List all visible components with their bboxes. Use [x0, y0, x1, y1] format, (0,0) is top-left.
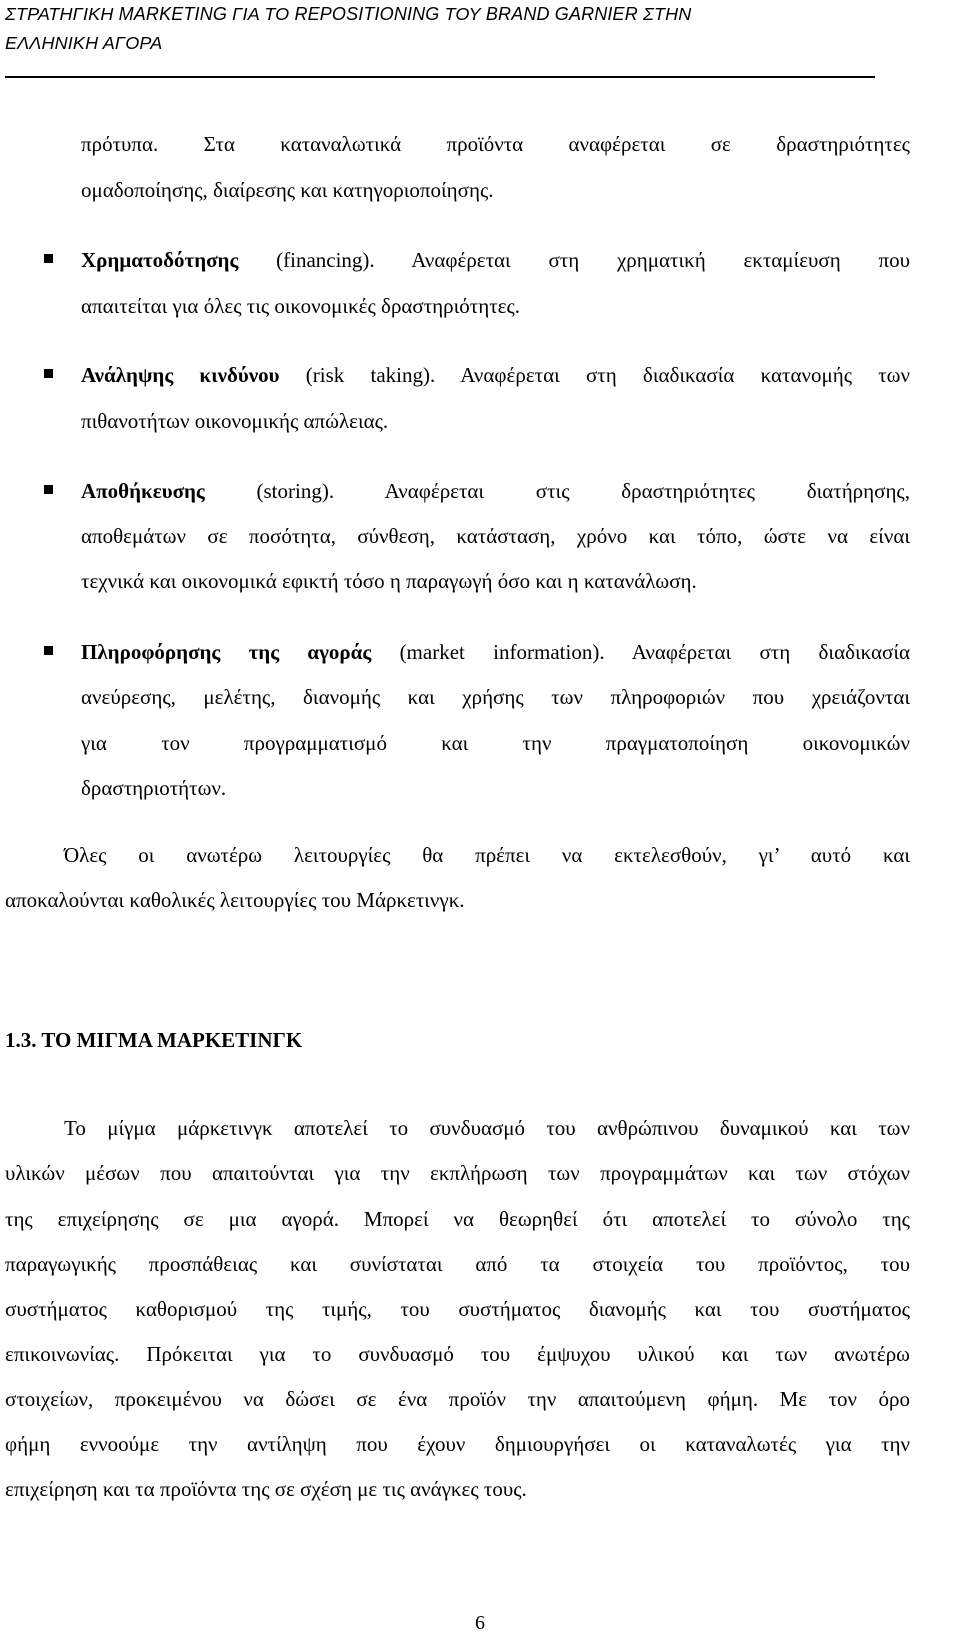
bullet-financing-line-2: απαιτείται για όλες τις οικονομικές δραστηριότητες. [81, 294, 521, 318]
paragraph-line: στοιχείων, προκειμένου να δώσει σε ένα προϊόν την απαιτούμενη φήμη. Με τον όρο [5, 1387, 910, 1411]
page-number: 6 [475, 1612, 485, 1634]
paragraph-line: επικοινωνίας. Πρόκειται για το συνδυασμό του έμψυχου υλικού και των ανωτέρω [5, 1342, 910, 1366]
bullet-risk-line-2: πιθανοτήτων οικονομικής απώλειας. [81, 409, 389, 433]
paragraph-line: της επιχείρησης σε μια αγορά. Μπορεί να θεωρηθεί ότι αποτελεί το σύνολο της [5, 1207, 910, 1231]
bullet-risk-line-1 [81, 363, 910, 388]
bullet-marker [44, 369, 53, 378]
paragraph-line: υλικών μέσων που απαιτούνται για την εκπλήρωση των προγραμμάτων και των στόχων [5, 1161, 910, 1185]
bullet-term: Ανάληψης κινδύνου [81, 363, 280, 387]
bullet-term: Χρηματοδότησης [81, 248, 239, 272]
paragraph-line: συστήματος καθορισμού της τιμής, του συστήματος διανομής και του συστήματος [5, 1297, 910, 1321]
paragraph-line: φήμη εννοούμε την αντίληψη που έχουν δημιουργήσει οι καταναλωτές για την [5, 1432, 910, 1456]
paragraph-line: Το μίγμα μάρκετινγκ αποτελεί το συνδυασμό του ανθρώπινου δυναμικού και των [64, 1116, 910, 1140]
bullet-storing-line-2: αποθεμάτων σε ποσότητα, σύνθεση, κατάσταση, χρόνο και τόπο, ώστε να είναι [81, 524, 910, 548]
bullet-market-info-line-1 [81, 640, 910, 665]
bullet-storing-line-1 [81, 479, 910, 504]
bullet-storing-line-3: τεχνικά και οικονομικά εφικτή τόσο η παραγωγή όσο και η κατανάλωση. [81, 569, 697, 593]
bullet-text: (financing). Αναφέρεται στη χρηματική εκταμίευση που [238, 248, 910, 272]
intro-line-2: ομαδοποίησης, διαίρεσης και κατηγοριοποίησης. [81, 178, 494, 202]
header-title-line-2: ΕΛΛΗΝΙΚΗ ΑΓΟΡΑ [5, 33, 163, 53]
bullet-text: (risk taking). Αναφέρεται στη διαδικασία κατανομής των [279, 363, 910, 387]
bullet-market-info-line-4: δραστηριοτήτων. [81, 776, 227, 800]
bullet-term: Πληροφόρησης της αγοράς [81, 640, 372, 664]
bullet-text: (storing). Αναφέρεται στις δραστηριότητες διατήρησης, [204, 479, 910, 503]
bullet-market-info-line-2: ανεύρεσης, μελέτης, διανομής και χρήσης των πληροφοριών που χρειάζονται [81, 685, 910, 709]
header-divider [5, 76, 875, 78]
section-heading: 1.3. ΤΟ ΜΙΓΜΑ ΜΑΡΚΕΤΙΝΓΚ [5, 1028, 303, 1052]
bullet-marker [44, 646, 53, 655]
bullet-marker [44, 485, 53, 494]
bullet-market-info-line-3: για τον προγραμματισμό και την πραγματοποίηση οικονομικών [81, 731, 910, 755]
paragraph-line: επιχείρηση και τα προϊόντα της σε σχέση με τις ανάγκες τους. [5, 1477, 527, 1501]
bullet-term: Αποθήκευσης [81, 479, 205, 503]
summary-line-1: Όλες οι ανωτέρω λειτουργίες θα πρέπει να εκτελεσθούν, γι’ αυτό και [64, 843, 910, 867]
running-header [0, 0, 960, 58]
bullet-financing-line-1 [81, 248, 910, 273]
header-title-line-1: ΣΤΡΑΤΗΓΙΚΗ MARKETING ΓΙΑ ΤΟ REPOSITIONING ΤΟΥ BRAND GARNIER ΣΤΗΝ [5, 4, 692, 24]
summary-line-2: αποκαλούνται καθολικές λειτουργίες του Μάρκετινγκ. [5, 888, 465, 912]
bullet-text: (market information). Αναφέρεται στη διαδικασία [371, 640, 910, 664]
bullet-marker [44, 254, 53, 263]
intro-line-1: πρότυπα. Στα καταναλωτικά προϊόντα αναφέρεται σε δραστηριότητες [81, 132, 910, 156]
paragraph-line: παραγωγικής προσπάθειας και συνίσταται από τα στοιχεία του προϊόντος, του [5, 1252, 910, 1276]
